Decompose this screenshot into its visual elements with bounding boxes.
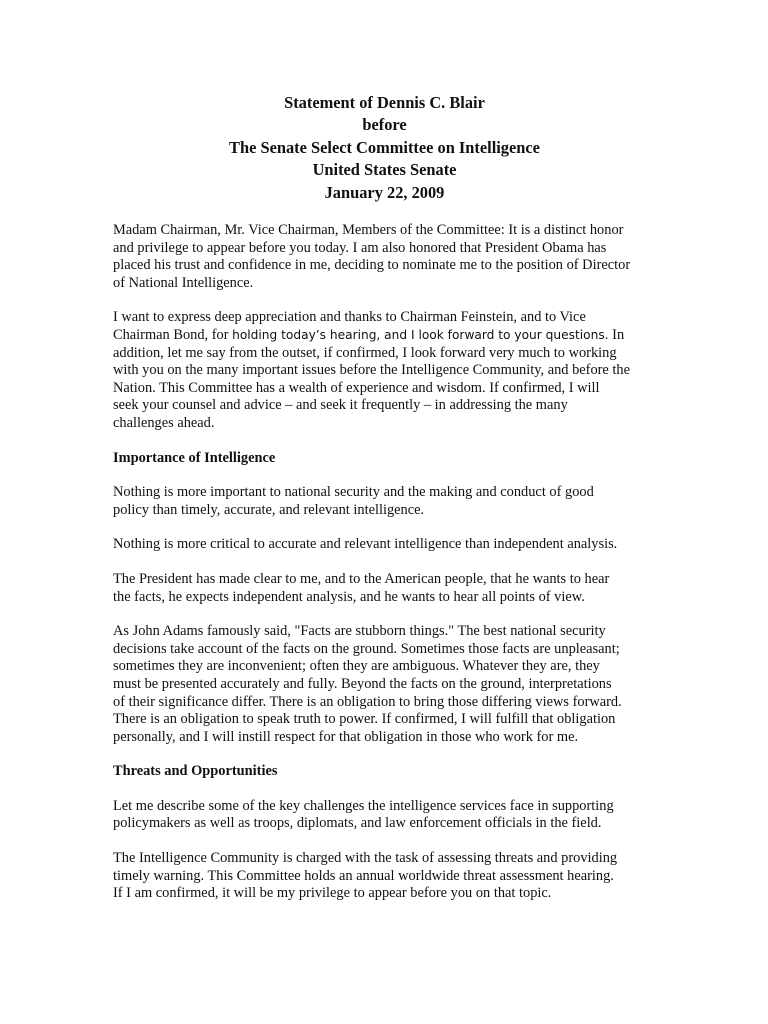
text-line: policymakers as well as troops, diplomats, and law enforcement officials in the field. xyxy=(113,815,602,832)
text-span: In xyxy=(608,327,625,343)
text-line: and privilege to appear before you today. I am also honored that President Obama has xyxy=(113,239,607,256)
text-line: Nothing is more important to national security and the making and conduct of good xyxy=(113,484,594,501)
text-line: the facts, he expects independent analysis, and he wants to hear all points of view. xyxy=(113,588,585,605)
threats-paragraph-1 xyxy=(113,798,656,833)
text-line: must be presented accurately and fully. Beyond the facts on the ground, interpretations xyxy=(113,675,612,692)
text-line: seek your counsel and advice – and seek it frequently – in addressing the many xyxy=(113,397,568,414)
text-line: There is an obligation to speak truth to power. If confirmed, I will fulfill that obligation xyxy=(113,711,616,728)
text-span: Chairman Bond, for xyxy=(113,327,233,343)
text-line: If I am confirmed, it will be my privilege to appear before you on that topic. xyxy=(113,885,552,902)
text-line: Nothing is more critical to accurate and relevant intelligence than independent analysis. xyxy=(113,536,618,553)
importance-paragraph-1 xyxy=(113,484,656,519)
text-span-sans: holding today’s hearing, and I look forward to your questions. xyxy=(232,328,609,342)
text-line xyxy=(113,327,656,345)
text-line: timely warning. This Committee holds an annual worldwide threat assessment hearing. xyxy=(113,867,614,884)
text-line: The President has made clear to me, and to the American people, that he wants to hear xyxy=(113,570,610,587)
appreciation-paragraph xyxy=(113,309,656,432)
text-line: with you on the many important issues before the Intelligence Community, and before the xyxy=(113,362,631,379)
section-heading-importance: Importance of Intelligence xyxy=(113,449,276,466)
text-line: Let me describe some of the key challenges the intelligence services face in supporting xyxy=(113,797,614,814)
text-line: personally, and I will instill respect for that obligation in those who work for me. xyxy=(113,728,579,745)
intro-paragraph xyxy=(113,222,656,292)
title-date: January 22, 2009 xyxy=(324,182,445,202)
text-line: addition, let me say from the outset, if confirmed, I look forward very much to working xyxy=(113,344,617,361)
text-line: I want to express deep appreciation and thanks to Chairman Feinstein, and to Vice xyxy=(113,309,586,326)
title-line: before xyxy=(362,115,407,135)
title-line: The Senate Select Committee on Intelligence xyxy=(229,137,540,157)
importance-paragraph-4 xyxy=(113,623,656,746)
text-line: policy than timely, accurate, and relevant intelligence. xyxy=(113,501,425,518)
text-line: placed his trust and confidence in me, deciding to nominate me to the position of Director xyxy=(113,257,631,274)
section-heading-threats: Threats and Opportunities xyxy=(113,763,278,780)
text-line: The Intelligence Community is charged with the task of assessing threats and providing xyxy=(113,850,618,867)
importance-paragraph-3 xyxy=(113,571,656,606)
text-line: sometimes they are inconvenient; often they are ambiguous. Whatever they are, they xyxy=(113,658,600,675)
text-line: As John Adams famously said, "Facts are stubborn things." The best national security xyxy=(113,623,606,640)
importance-paragraph-2 xyxy=(113,536,656,554)
text-line: of their significance differ. There is an obligation to bring those differing views forward. xyxy=(113,693,622,710)
document-title xyxy=(113,92,656,204)
title-line: Statement of Dennis C. Blair xyxy=(284,93,485,112)
text-line: Madam Chairman, Mr. Vice Chairman, Members of the Committee: It is a distinct honor xyxy=(113,222,624,239)
threats-paragraph-2 xyxy=(113,850,656,903)
text-line: Nation. This Committee has a wealth of experience and wisdom. If confirmed, I will xyxy=(113,379,600,396)
text-line: decisions take account of the facts on the ground. Sometimes those facts are unpleasant; xyxy=(113,640,620,657)
text-line: of National Intelligence. xyxy=(113,274,254,291)
title-line: United States Senate xyxy=(312,160,457,180)
text-line: challenges ahead. xyxy=(113,414,215,431)
